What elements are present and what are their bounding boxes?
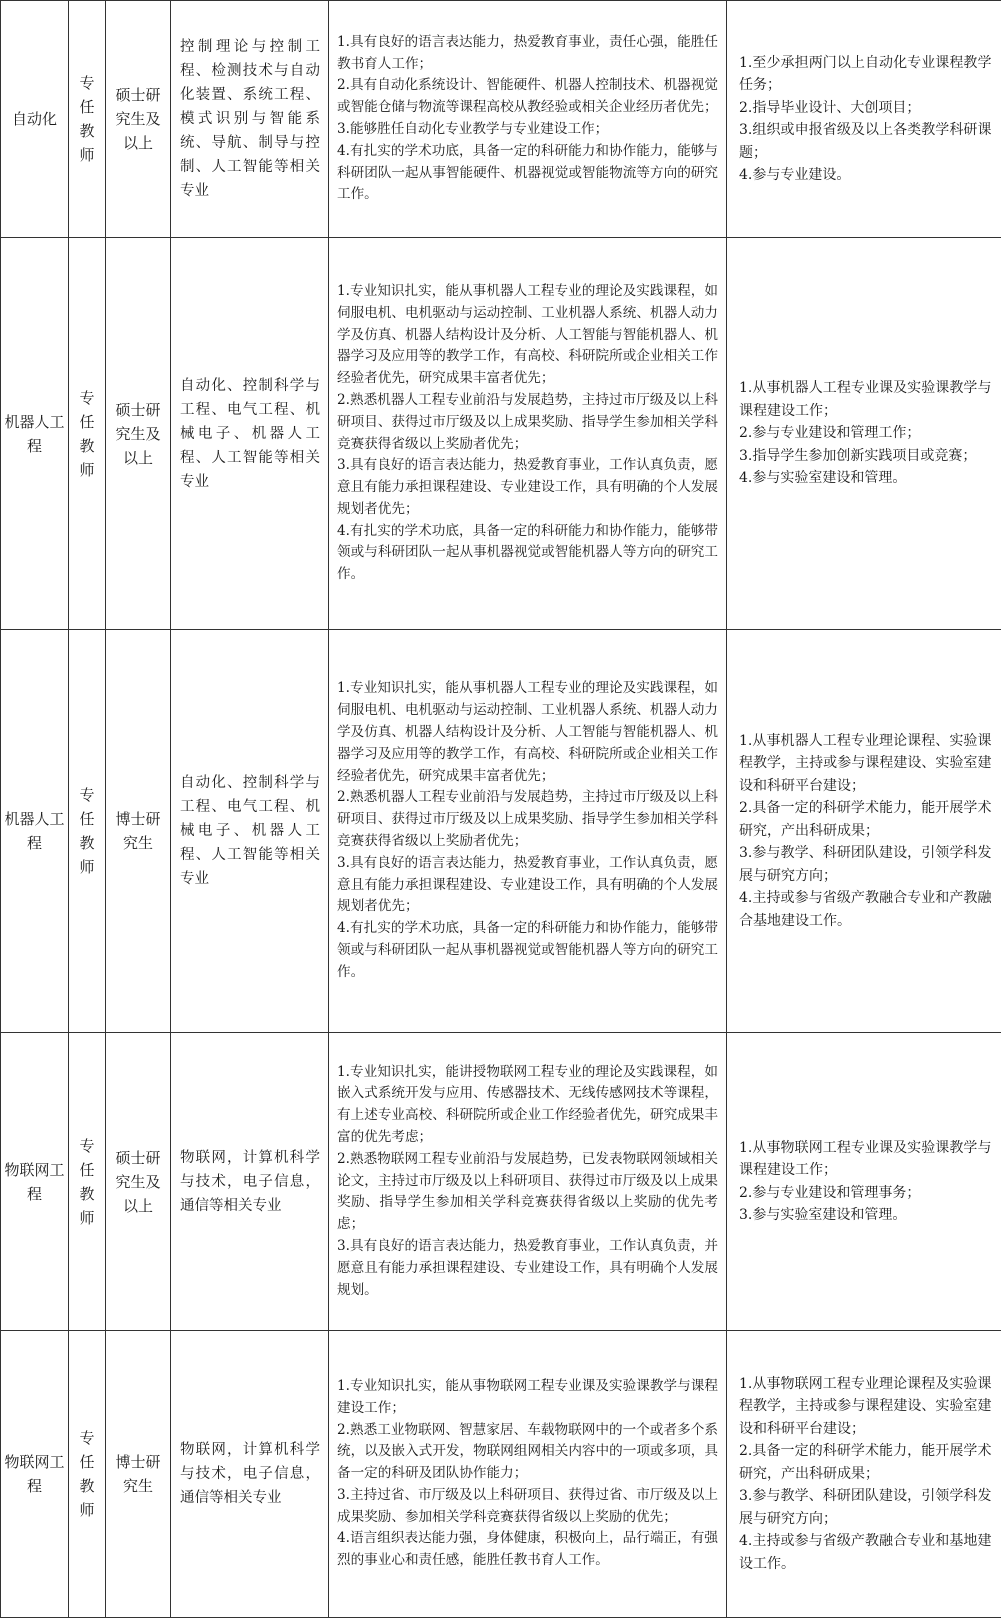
duty-item: 2.具备一定的科研学术能力，能开展学术研究，产出科研成果；: [739, 797, 992, 842]
table-row: [1, 238, 1001, 630]
education-cell: [106, 1, 171, 238]
duty-item: 3.指导学生参加创新实践项目或竞赛；: [739, 445, 992, 468]
duty-item: 1.至少承担两门以上自动化专业课程教学任务；: [739, 52, 992, 97]
duty-item: 2.具备一定的科研学术能力，能开展学术研究，产出科研成果；: [739, 1440, 992, 1485]
major-cell: [1, 630, 69, 1033]
duties-cell: [727, 630, 1001, 1033]
major-cell: [1, 1033, 69, 1331]
duties-cell: [727, 1331, 1001, 1618]
major-name: 物联网工程: [1, 1158, 68, 1206]
requirement-item: 4.有扎实的学术功底，具备一定的科研能力和协作能力，能够与科研团队一起从事智能硬件、机器视觉或智能物流等方向的研究工作。: [337, 141, 718, 206]
duty-item: 4.参与专业建设。: [739, 164, 992, 187]
position-type-cell: [69, 1033, 106, 1331]
duty-item: 4.主持或参与省级产教融合专业和产教融合基地建设工作。: [739, 887, 992, 932]
position-type: 专任教师: [78, 386, 96, 482]
requirement-item: 4.有扎实的学术功底，具备一定的科研能力和协作能力，能够带领或与科研团队一起从事机器视觉或智能机器人等方向的研究工作。: [337, 918, 718, 983]
field-cell: [171, 238, 329, 630]
table-row: [1, 1331, 1001, 1618]
duty-item: 3.参与教学、科研团队建设，引领学科发展与研究方向；: [739, 1485, 992, 1530]
field-of-study: 自动化、控制科学与工程、电气工程、机械电子、机器人工程、人工智能等相关专业: [180, 771, 320, 891]
education-cell: [106, 1033, 171, 1331]
requirement-item: 1.专业知识扎实，能从事机器人工程专业的理论及实践课程，如伺服电机、电机驱动与运动控制、工业机器人系统、机器人动力学及仿真、机器人结构设计及分析、人工智能与智能机器人、机器学习及应用等的教学工作，有高校、科研院所或企业相关工作经验者优先，研究成果丰富者优先；: [337, 281, 718, 390]
table-row: [1, 1033, 1001, 1331]
requirement-item: 1.具有良好的语言表达能力，热爱教育事业，责任心强，能胜任教书育人工作；: [337, 32, 718, 76]
duty-item: 4.参与实验室建设和管理。: [739, 467, 992, 490]
requirement-item: 4.有扎实的学术功底，具备一定的科研能力和协作能力，能够带领或与科研团队一起从事机器视觉或智能机器人等方向的研究工作。: [337, 521, 718, 586]
duty-item: 1.从事机器人工程专业课及实验课教学与课程建设工作；: [739, 377, 992, 422]
position-type-cell: [69, 630, 106, 1033]
requirement-item: 2.具有自动化系统设计、智能硬件、机器人控制技术、机器视觉或智能仓储与物流等课程高校从教经验或相关企业经历者优先；: [337, 75, 718, 119]
requirements-cell: [329, 1033, 727, 1331]
table-body: [1, 1, 1001, 1618]
major-name: 机器人工程: [1, 410, 68, 458]
field-of-study: 控制理论与控制工程、检测技术与自动化装置、系统工程、模式识别与智能系统、导航、制导与控制、人工智能等相关专业: [180, 35, 320, 203]
duty-item: 2.参与专业建设和管理工作；: [739, 422, 992, 445]
duties-cell: [727, 238, 1001, 630]
education-requirement: 硕士研究生及以上: [114, 83, 162, 155]
position-type-cell: [69, 1, 106, 238]
requirement-item: 2.熟悉工业物联网、智慧家居、车载物联网中的一个或者多个系统，以及嵌入式开发，物联网组网相关内容中的一项或多项，具备一定的科研及团队协作能力；: [337, 1420, 718, 1485]
major-name: 物联网工程: [1, 1450, 68, 1498]
requirement-item: 3.能够胜任自动化专业教学与专业建设工作；: [337, 119, 718, 141]
education-requirement: 硕士研究生及以上: [114, 398, 162, 470]
requirement-item: 3.主持过省、市厅级及以上科研项目、获得过省、市厅级及以上成果奖励、参加相关学科竞赛获得省级以上奖励的优先；: [337, 1485, 718, 1529]
position-type: 专任教师: [78, 1426, 96, 1522]
field-cell: [171, 1033, 329, 1331]
requirement-item: 1.专业知识扎实，能讲授物联网工程专业的理论及实践课程，如嵌入式系统开发与应用、传感器技术、无线传感网技术等课程，有上述专业高校、科研院所或企业工作经验者优先，研究成果丰富的优先考虑；: [337, 1062, 718, 1149]
duty-item: 1.从事物联网工程专业课及实验课教学与课程建设工作；: [739, 1137, 992, 1182]
education-requirement: 硕士研究生及以上: [114, 1146, 162, 1218]
major-cell: [1, 1331, 69, 1618]
field-cell: [171, 630, 329, 1033]
requirements-cell: [329, 630, 727, 1033]
table-row: [1, 1, 1001, 238]
duty-item: 1.从事机器人工程专业理论课程、实验课程教学，主持或参与课程建设、实验室建设和科研平台建设；: [739, 730, 992, 798]
requirement-item: 2.熟悉机器人工程专业前沿与发展趋势，主持过市厅级及以上科研项目、获得过市厅级及以上成果奖励、指导学生参加相关学科竞赛获得省级以上奖励者优先；: [337, 787, 718, 852]
duties-cell: [727, 1, 1001, 238]
position-type-cell: [69, 238, 106, 630]
requirement-item: 1.专业知识扎实，能从事机器人工程专业的理论及实践课程，如伺服电机、电机驱动与运动控制、工业机器人系统、机器人动力学及仿真、机器人结构设计及分析、人工智能与智能机器人、机器学习及应用等的教学工作，有高校、科研院所或企业相关工作经验者优先，研究成果丰富者优先；: [337, 678, 718, 787]
position-type: 专任教师: [78, 783, 96, 879]
duties-cell: [727, 1033, 1001, 1331]
field-of-study: 自动化、控制科学与工程、电气工程、机械电子、机器人工程、人工智能等相关专业: [180, 374, 320, 494]
field-cell: [171, 1, 329, 238]
position-type: 专任教师: [78, 71, 96, 167]
requirement-item: 3.具有良好的语言表达能力，热爱教育事业，工作认真负责，愿意且有能力承担课程建设、专业建设工作，具有明确的个人发展规划者优先；: [337, 853, 718, 918]
duty-item: 3.参与教学、科研团队建设，引领学科发展与研究方向；: [739, 842, 992, 887]
table-row: [1, 630, 1001, 1033]
duty-item: 4.主持或参与省级产教融合专业和基地建设工作。: [739, 1530, 992, 1575]
field-of-study: 物联网，计算机科学与技术，电子信息，通信等相关专业: [180, 1146, 320, 1218]
education-cell: [106, 238, 171, 630]
major-cell: [1, 1, 69, 238]
field-of-study: 物联网，计算机科学与技术，电子信息，通信等相关专业: [180, 1438, 320, 1510]
duty-item: 1.从事物联网工程专业理论课程及实验课程教学，主持或参与课程建设、实验室建设和科研平台建设；: [739, 1373, 992, 1441]
duty-item: 3.参与实验室建设和管理。: [739, 1204, 992, 1227]
education-requirement: 博士研究生: [114, 807, 162, 855]
requirement-item: 2.熟悉机器人工程专业前沿与发展趋势，主持过市厅级及以上科研项目、获得过市厅级及以上成果奖励、指导学生参加相关学科竞赛获得省级以上奖励者优先；: [337, 390, 718, 455]
duty-item: 3.组织或申报省级及以上各类教学科研课题；: [739, 119, 992, 164]
duty-item: 2.指导毕业设计、大创项目；: [739, 97, 992, 120]
requirement-item: 3.具有良好的语言表达能力，热爱教育事业，工作认真负责，愿意且有能力承担课程建设、专业建设工作，具有明确的个人发展规划者优先；: [337, 455, 718, 520]
requirement-item: 1.专业知识扎实，能从事物联网工程专业课及实验课教学与课程建设工作；: [337, 1376, 718, 1420]
education-cell: [106, 630, 171, 1033]
field-cell: [171, 1331, 329, 1618]
requirements-cell: [329, 1331, 727, 1618]
requirements-cell: [329, 1, 727, 238]
requirement-item: 3.具有良好的语言表达能力，热爱教育事业，工作认真负责，并愿意且有能力承担课程建设、专业建设工作，具有明确个人发展规划。: [337, 1236, 718, 1301]
requirement-item: 2.熟悉物联网工程专业前沿与发展趋势，已发表物联网领域相关论文，主持过市厅级及以上科研项目、获得过市厅级及以上成果奖励、指导学生参加相关学科竞赛获得省级以上奖励的优先考虑；: [337, 1149, 718, 1236]
education-requirement: 博士研究生: [114, 1450, 162, 1498]
position-type: 专任教师: [78, 1134, 96, 1230]
duty-item: 2.参与专业建设和管理事务；: [739, 1182, 992, 1205]
requirement-item: 4.语言组织表达能力强，身体健康，积极向上，品行端正，有强烈的事业心和责任感，能胜任教书育人工作。: [337, 1528, 718, 1572]
major-name: 自动化: [12, 107, 57, 131]
education-cell: [106, 1331, 171, 1618]
major-cell: [1, 238, 69, 630]
requirements-cell: [329, 238, 727, 630]
position-type-cell: [69, 1331, 106, 1618]
major-name: 机器人工程: [1, 807, 68, 855]
